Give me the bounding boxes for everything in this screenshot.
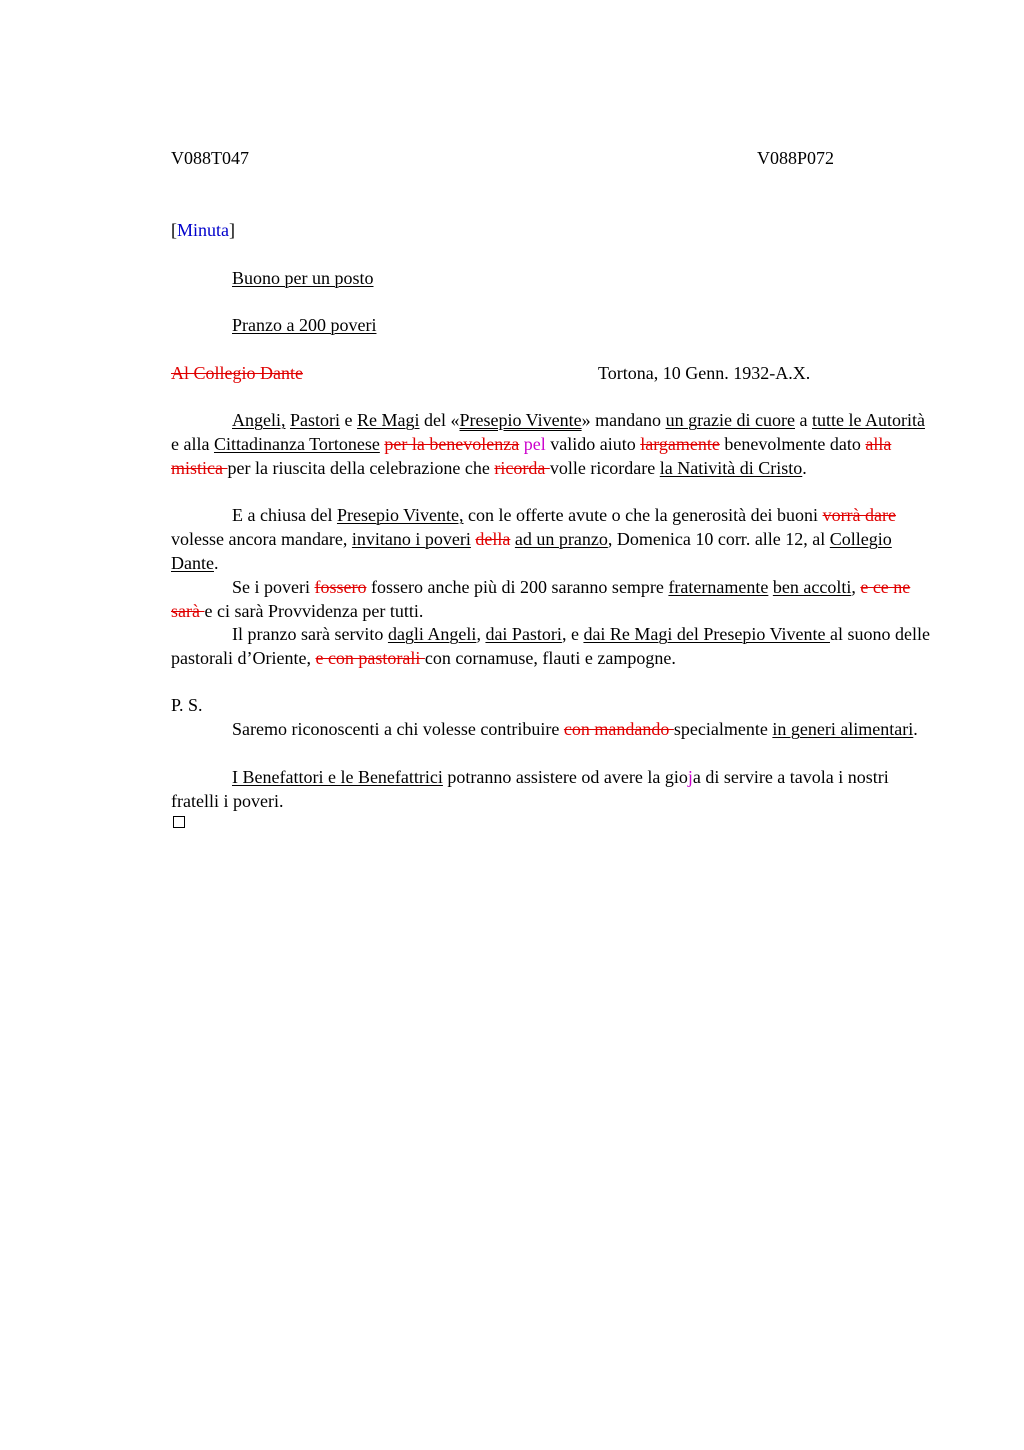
text-fragment: e: [340, 410, 358, 430]
text-fragment: dagli Angeli: [387, 624, 477, 644]
text-fragment: ]: [229, 220, 235, 240]
text-fragment: ,: [476, 624, 486, 644]
header-left-code: V088T047: [171, 148, 249, 168]
ps-label: P. S.: [171, 695, 203, 715]
text-fragment: per la riuscita della celebrazione che: [227, 458, 495, 478]
text-fragment: con le offerte avute o che la generosità dei buoni: [463, 505, 823, 525]
minuta-label: [171, 218, 235, 242]
paragraph-3: [171, 575, 931, 623]
place-date: Tortona, 10 Genn. 1932-A.X.: [598, 363, 811, 383]
text-fragment: e con pastorali: [315, 648, 425, 668]
text-fragment: Saremo riconoscenti a chi volesse contribuire: [232, 719, 564, 739]
checkbox-square-icon: [173, 816, 185, 828]
text-fragment: Presepio Vivente,: [336, 505, 464, 525]
text-fragment: .: [913, 719, 918, 739]
text-fragment: j: [687, 767, 693, 787]
text-fragment: Minuta: [177, 220, 229, 240]
paragraph-4: [171, 622, 931, 670]
paragraph-2: [171, 503, 931, 575]
text-fragment: fraternamente: [668, 577, 769, 597]
text-fragment: E a chiusa del: [232, 505, 337, 525]
text-fragment: ricorda: [494, 458, 550, 478]
text-fragment: Se i poveri: [232, 577, 315, 597]
text-fragment: e ce ne sarà: [171, 577, 911, 621]
text-fragment: Re Magi: [357, 410, 420, 430]
text-fragment: specialmente: [673, 719, 773, 739]
text-fragment: a: [795, 410, 812, 430]
ps-paragraph-1: [171, 717, 931, 741]
text-fragment: vorrà dare: [822, 505, 897, 525]
text-fragment: » mandano: [581, 410, 666, 430]
header-right-code: V088P072: [757, 148, 835, 168]
text-fragment: pel: [523, 434, 546, 454]
text-fragment: dai Re Magi del Presepio Vivente: [583, 624, 830, 644]
text-fragment: Cittadinanza Tortonese: [213, 434, 380, 454]
text-fragment: fossero: [314, 577, 367, 597]
text-fragment: e alla: [171, 434, 214, 454]
text-fragment: largamente: [640, 434, 720, 454]
text-fragment: [: [171, 220, 177, 240]
text-fragment: fossero anche più di 200 saranno sempre: [366, 577, 669, 597]
text-fragment: dai Pastori: [485, 624, 562, 644]
title-line-1: Buono per un posto: [232, 268, 374, 288]
text-fragment: , Domenica 10 corr. alle 12, al: [607, 529, 830, 549]
text-fragment: Pastori: [290, 410, 341, 430]
text-fragment: Collegio Dante: [171, 529, 892, 573]
text-fragment: in generi alimentari: [772, 719, 914, 739]
text-fragment: ben accolti: [772, 577, 852, 597]
text-fragment: invitano i poveri: [351, 529, 471, 549]
text-fragment: alla mistica: [171, 434, 892, 478]
text-fragment: I Benefattori e le Benefattrici: [232, 767, 443, 787]
text-fragment: benevolmente dato: [719, 434, 866, 454]
text-fragment: con mandando: [563, 719, 674, 739]
paragraph-1: [171, 408, 931, 480]
text-fragment: Presepio Vivente: [459, 410, 582, 430]
text-fragment: e ci sarà Provvidenza per tutti.: [204, 601, 424, 621]
text-fragment: .: [213, 553, 219, 573]
text-fragment: volesse ancora mandare,: [171, 529, 352, 549]
ps-paragraph-2: [171, 765, 931, 813]
text-fragment: potranno assistere od avere la gio: [442, 767, 688, 787]
title-line-2: Pranzo a 200 poveri: [232, 315, 377, 335]
text-fragment: un grazie di cuore: [665, 410, 795, 430]
text-fragment: valido aiuto: [545, 434, 641, 454]
text-fragment: ad un pranzo: [514, 529, 608, 549]
text-fragment: della: [475, 529, 511, 549]
text-fragment: del «: [419, 410, 460, 430]
deleted-recipient: Al Collegio Dante: [171, 363, 303, 383]
text-fragment: la Natività di Cristo: [659, 458, 803, 478]
text-fragment: volle ricordare: [549, 458, 660, 478]
text-fragment: , e: [561, 624, 584, 644]
text-fragment: .: [802, 458, 807, 478]
text-fragment: per la benevolenza: [384, 434, 520, 454]
text-fragment: con cornamuse, flauti e zampogne.: [424, 648, 676, 668]
text-fragment: Il pranzo sarà servito: [232, 624, 388, 644]
text-fragment: ,: [851, 577, 861, 597]
text-fragment: a di servire a tavola i nostri fratelli i poveri.: [171, 767, 889, 811]
text-fragment: Angeli,: [232, 410, 286, 430]
text-fragment: tutte le Autorità: [812, 410, 925, 430]
text-fragment: al suono delle pastorali d’Oriente,: [171, 624, 930, 668]
